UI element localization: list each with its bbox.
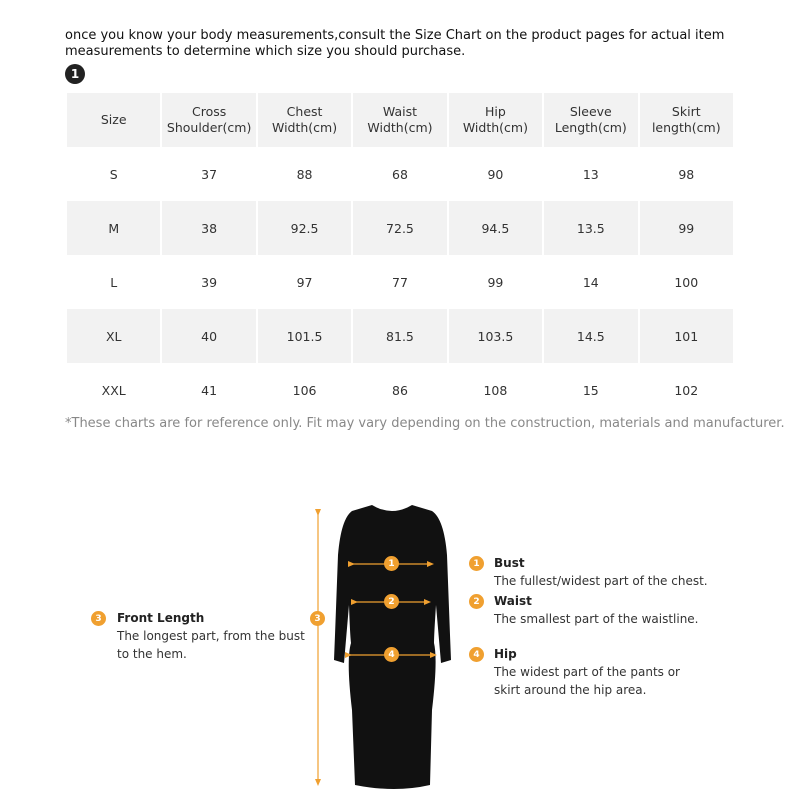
table-cell: 99: [640, 201, 733, 255]
header-hip-width: Hip Width(cm): [449, 93, 542, 147]
bust-legend-badge: 1: [469, 556, 484, 571]
table-row: [67, 363, 733, 417]
table-row: [67, 309, 733, 363]
waist-legend: [494, 592, 734, 628]
table-cell: 99: [487, 274, 504, 290]
table-cell: 101.5: [258, 309, 351, 363]
table-cell: 103.5: [449, 309, 542, 363]
table-cell: 14: [582, 274, 599, 290]
hip-title: Hip: [494, 647, 517, 661]
waist-desc: The smallest part of the waistline.: [494, 612, 699, 626]
header-cross-shoulder: Cross Shoulder(cm): [162, 93, 255, 147]
table-cell: 15: [582, 382, 599, 398]
table-cell: 14.5: [544, 309, 637, 363]
reference-note: *These charts are for reference only. Fit may vary depending on the construction, materials and manufacturer.: [65, 416, 785, 431]
header-chest-width: Chest Width(cm): [258, 93, 351, 147]
measurement-diagram: [0, 495, 800, 800]
bust-desc: The fullest/widest part of the chest.: [494, 574, 708, 588]
table-cell: 98: [678, 166, 695, 182]
table-cell: 72.5: [353, 201, 446, 255]
front-length-title: Front Length: [117, 611, 205, 625]
table-cell: S: [109, 166, 118, 182]
front-length-legend: [117, 609, 317, 663]
table-row: [67, 255, 733, 309]
header-waist-width: Waist Width(cm): [353, 93, 446, 147]
header-sleeve-length: Sleeve Length(cm): [544, 93, 637, 147]
table-cell: 37: [201, 166, 218, 182]
table-cell: 39: [201, 274, 218, 290]
table-cell: 90: [487, 166, 504, 182]
table-header-row: [67, 93, 733, 147]
table-cell: 13: [582, 166, 599, 182]
size-chart-table: [65, 93, 735, 417]
table-cell: 101: [640, 309, 733, 363]
table-cell: 41: [201, 382, 218, 398]
table-cell: L: [110, 274, 118, 290]
hip-legend: [494, 645, 694, 699]
front-length-desc: The longest part, from the bust to the hem.: [117, 629, 305, 661]
hip-desc: The widest part of the pants or skirt around the hip area.: [494, 665, 680, 697]
bust-marker: 1: [384, 556, 399, 571]
table-cell: 106: [292, 382, 317, 398]
table-cell: M: [67, 201, 160, 255]
step-number-badge: 1: [65, 64, 85, 84]
table-cell: 92.5: [258, 201, 351, 255]
table-cell: XL: [67, 309, 160, 363]
front-length-marker: 3: [310, 611, 325, 626]
table-cell: 102: [674, 382, 699, 398]
waist-title: Waist: [494, 594, 532, 608]
header-size: Size: [67, 93, 160, 147]
table-cell: 94.5: [449, 201, 542, 255]
hip-legend-badge: 4: [469, 647, 484, 662]
bust-legend: [494, 554, 734, 590]
table-cell: 68: [392, 166, 408, 182]
table-cell: 88: [296, 166, 313, 182]
table-cell: 81.5: [353, 309, 446, 363]
table-cell: 108: [483, 382, 508, 398]
bust-title: Bust: [494, 556, 525, 570]
table-cell: 86: [392, 382, 408, 398]
table-row: [67, 201, 733, 255]
table-cell: 38: [162, 201, 255, 255]
table-cell: 77: [392, 274, 408, 290]
table-cell: 97: [296, 274, 313, 290]
front-length-legend-badge: 3: [91, 611, 106, 626]
table-cell: 13.5: [544, 201, 637, 255]
waist-marker: 2: [384, 594, 399, 609]
hip-marker: 4: [384, 647, 399, 662]
table-row: [67, 147, 733, 201]
waist-legend-badge: 2: [469, 594, 484, 609]
table-cell: XXL: [101, 382, 126, 398]
table-cell: 100: [674, 274, 699, 290]
header-skirt-length: Skirt length(cm): [640, 93, 733, 147]
intro-text: once you know your body measurements,consult the Size Chart on the product pages for actual item measurements to determine which size you should purchase.: [65, 28, 725, 59]
table-cell: 40: [162, 309, 255, 363]
